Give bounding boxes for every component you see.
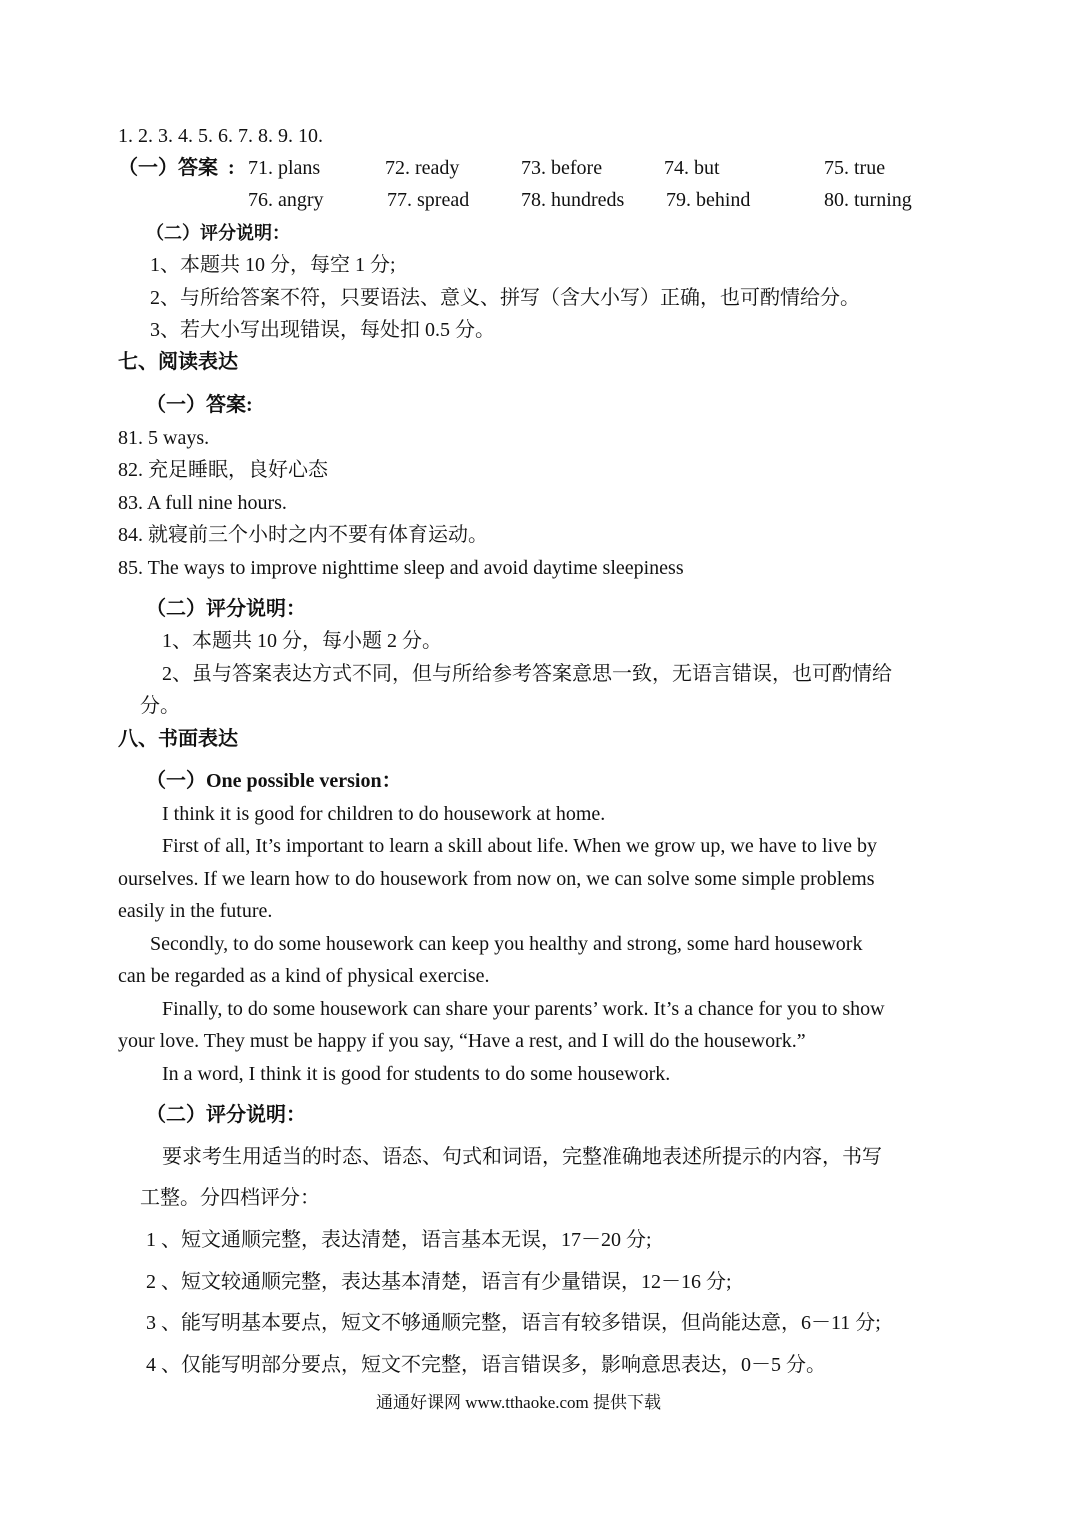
essay-line: Secondly, to do some housework can keep you healthy and strong, some hard housework — [150, 933, 863, 955]
scoring-item: 3、若大小写出现错误，每处扣 0.5 分。 — [150, 319, 495, 341]
answer-79: 79. behind — [666, 189, 751, 211]
essay-line: Finally, to do some housework can share your parents’ work. It’s a chance for you to show — [162, 998, 885, 1020]
answer-77: 77. spread — [387, 189, 470, 211]
scoring-item: 1、本题共 10 分，每小题 2 分。 — [162, 630, 442, 652]
answer-80: 80. turning — [824, 189, 912, 211]
essay-line: can be regarded as a kind of physical exercise. — [118, 965, 490, 987]
answer-81: 81. 5 ways. — [118, 427, 210, 449]
answers-label: （一）答案 — [118, 157, 218, 179]
version-label: （一）One possible version： — [146, 770, 402, 792]
answer-82: 82. 充足睡眠，良好心态 — [118, 459, 328, 481]
answer-75: 75. true — [824, 157, 886, 179]
answer-76: 76. angry — [248, 189, 324, 211]
answer-85: 85. The ways to improve nighttime sleep and avoid daytime sleepiness — [118, 557, 684, 579]
scoring-level: 1 、短文通顺完整，表达清楚，语言基本无误，17－20 分; — [146, 1229, 652, 1251]
scoring-level: 2 、短文较通顺完整，表达基本清楚，语言有少量错误，12－16 分; — [146, 1271, 732, 1293]
scoring-title: （二）评分说明： — [146, 223, 290, 243]
footer-text: 通通好课网 www.tthaoke.com 提供下载 — [376, 1393, 662, 1412]
scoring-title: （二）评分说明： — [146, 598, 306, 620]
answer-73: 73. before — [521, 157, 603, 179]
answers-colon: : — [228, 157, 235, 179]
scoring-item: 分。 — [140, 695, 180, 717]
scoring-item: 1、本题共 10 分，每空 1 分; — [150, 254, 396, 276]
essay-line: In a word, I think it is good for students to do some housework. — [162, 1063, 671, 1085]
scoring-intro: 要求考生用适当的时态、语态、句式和词语，完整准确地表述所提示的内容，书写 — [162, 1146, 882, 1168]
section-title: 七、阅读表达 — [118, 351, 238, 373]
answer-74: 74. but — [664, 157, 720, 179]
question-numbers: 1. 2. 3. 4. 5. 6. 7. 8. 9. 10. — [118, 125, 323, 147]
answer-72: 72. ready — [385, 157, 460, 179]
answer-84: 84. 就寝前三个小时之内不要有体育运动。 — [118, 524, 488, 546]
essay-line: easily in the future. — [118, 900, 273, 922]
scoring-level: 4 、仅能写明部分要点，短文不完整，语言错误多，影响意思表达，0－5 分。 — [146, 1354, 826, 1376]
answer-78: 78. hundreds — [521, 189, 625, 211]
answers-label: （一）答案: — [146, 394, 253, 416]
scoring-intro: 工整。分四档评分： — [140, 1187, 320, 1209]
scoring-item: 2、虽与答案表达方式不同，但与所给参考答案意思一致，无语言错误，也可酌情给 — [162, 663, 892, 685]
scoring-item: 2、与所给答案不符，只要语法、意义、拼写（含大小写）正确，也可酌情给分。 — [150, 287, 860, 309]
section-title: 八、书面表达 — [118, 728, 238, 750]
essay-line: First of all, It’s important to learn a skill about life. When we grow up, we have to live by — [162, 835, 878, 857]
essay-line: ourselves. If we learn how to do housework from now on, we can solve some simple problems — [118, 868, 875, 890]
essay-line: your love. They must be happy if you say, “Have a rest, and I will do the housework.” — [118, 1030, 806, 1052]
answer-71: 71. plans — [248, 157, 321, 179]
scoring-level: 3 、能写明基本要点，短文不够通顺完整，语言有较多错误，但尚能达意，6－11 分; — [146, 1312, 881, 1334]
answer-83: 83. A full nine hours. — [118, 492, 287, 514]
scoring-title: （二）评分说明： — [146, 1104, 306, 1126]
essay-line: I think it is good for children to do housework at home. — [162, 803, 606, 825]
